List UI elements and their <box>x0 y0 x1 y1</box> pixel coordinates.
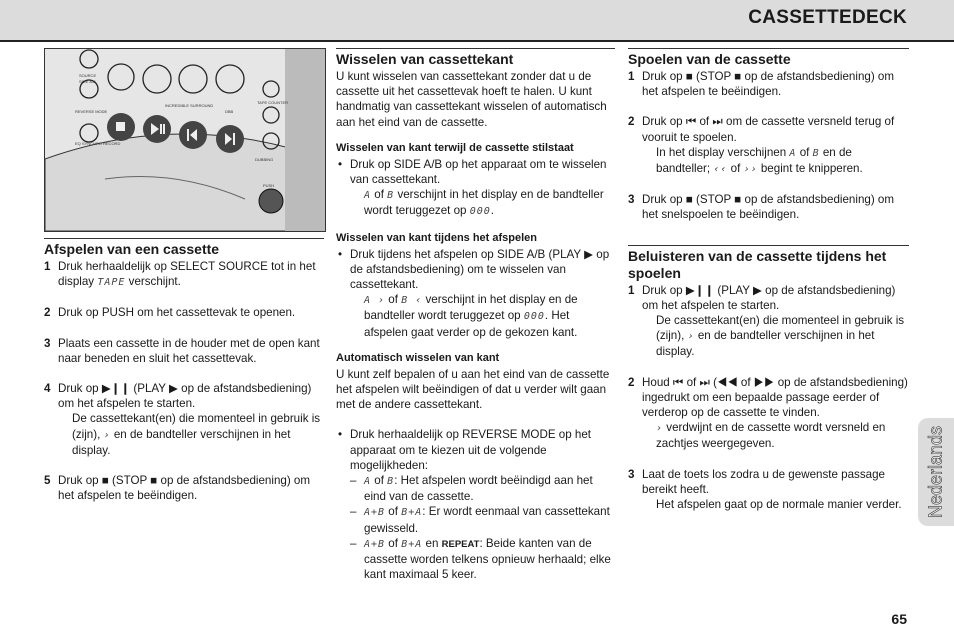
beluisteren-step-2: 2 Houd ⏮ of ⏭ (◀◀ of ▶▶ op de afstandsbediening) ingedrukt om een bepaalde passage eerder of verderop op de cassette te vinden. › verdwijnt en de cassette wordt versneld en zachtjes weergegeven. <box>628 375 908 451</box>
language-label: Nederlands <box>925 425 946 519</box>
subheading-automatisch: Automatisch wisselen van kant <box>336 351 500 364</box>
option-1: – A of B: Het afspelen wordt beëindigd aan het eind van de cassette. <box>350 474 593 504</box>
section-title: CASSETTEDECK <box>748 7 907 28</box>
column-afspelen <box>44 238 324 503</box>
bullet-stilstaat: • Druk op SIDE A/B op het apparaat om te wisselen van cassettekant. <box>338 157 607 187</box>
svg-text:INCREDIBLE SURROUND: INCREDIBLE SURROUND <box>165 103 214 108</box>
bullet-afspelen: • Druk tijdens het afspelen op SIDE A/B (PLAY ▶ op de afstandsbediening) om te wisselen van cassettekant. <box>338 247 610 292</box>
svg-text:EQ SYNCHRO RECORD: EQ SYNCHRO RECORD <box>75 141 121 146</box>
heading-spoelen: Spoelen van de cassette <box>628 51 791 67</box>
note-afspelen: A › of B ‹ verschijnt in het display en de bandteller wordt teruggezet op 000. Het afspelen gaat verder op de gekozen kant. <box>364 293 578 339</box>
note-stilstaat: A of B verschijnt in het display en de bandteller wordt teruggezet op 000. <box>364 188 604 218</box>
beluisteren-step-1: 1 Druk op ▶❙❙ (PLAY ▶ op de afstandsbediening) om het afspelen te starten. De cassettekant(en) die momenteel in gebruik is (zijn), › en de bandteller verschijnen in het display. <box>628 283 905 359</box>
spoelen-step-2: 2 Druk op ⏮ of ⏭ om de cassette versneld terug of vooruit te spoelen. In het display verschijnen A of B en de bandteller; ‹‹ of ›› begint te knipperen. <box>628 115 895 176</box>
heading-afspelen: Afspelen van een cassette <box>44 241 220 257</box>
svg-text:TAPE COUNTER: TAPE COUNTER <box>257 100 289 105</box>
beluisteren-step-3: 3 Laat de toets los zodra u de gewenste passage bereikt heeft. Het afspelen gaat op de normale manier verder. <box>628 467 902 512</box>
svg-text:SIDE A/B: SIDE A/B <box>79 79 96 84</box>
option-3: – A+B of B+A en REPEAT: Beide kanten van de cassette worden telkens opnieuw herhaald; elke kant maximaal 5 keer. <box>350 536 611 582</box>
option-2: – A+B of B+A: Er wordt eenmaal van cassettekant gewisseld. <box>350 505 610 535</box>
svg-text:DUBBING: DUBBING <box>255 157 274 162</box>
language-tab <box>918 418 954 526</box>
step-4: 4 Druk op ▶❙❙ (PLAY ▶ op de afstandsbediening) om het afspelen te starten. De cassettekant(en) die momenteel in gebruik is (zijn), › en de bandteller verschijnen in het display. <box>44 382 321 457</box>
spoelen-step-3: 3 Druk op ■ (STOP ■ op de afstandsbediening) om het snelspoelen te beëindigen. <box>628 193 895 222</box>
column-wisselen: Wisselen van cassettekant U kunt wisselen van cassettekant zonder dat u de cassette uit het cassettevak hoeft te halen. U kunt handmatig van cassettekant wisselen of automatisch aan het eind van de cassette. Wisselen van kant terwijl de cassette stilstaat • Druk op SIDE A/B op het apparaat om te wisselen van cassettekant. A of B verschijnt in het display en de bandteller wordt teruggezet op 000. Wisselen van kant tijdens het afspelen • Druk tijdens het afspelen op SIDE A/B (PLAY ▶ op de afstandsbediening) om te wisselen van cassettekant. A › of B ‹ verschijnt in het display en de bandteller wordt teruggezet op 000. Het afspelen gaat verder op de gekozen kant. Automatisch wisselen van kant U kunt zelf bepalen of u aan het eind van de cassette het afspelen wilt beëindigen of dat u verder wilt gaan met de andere cassettekant. • Druk herhaaldelijk op REVERSE MODE op het apparaat om te kiezen uit de volgende mogelijkheden: – A of B: Het afspelen wordt beëindigd aan het eind van de cassette. – A+B of B+A: Er wordt eenmaal van cassettekant gewisseld. – A+B of B+A en REPEAT: Beide kanten van de cassette worden telkens opnieuw herhaald; elke kant maximaal 5 keer. <box>336 48 615 582</box>
step-1: 1 Druk herhaaldelijk op SELECT SOURCE tot in het display TAPE verschijnt. <box>44 260 316 289</box>
step-3: 3 Plaats een cassette in de houder met de open kant naar beneden en sluit het cassettevak. <box>44 336 320 365</box>
step-5: 5 Druk op ■ (STOP ■ op de afstandsbediening) om het afspelen te beëindigen. <box>44 474 311 503</box>
subheading-afspelen: Wisselen van kant tijdens het afspelen <box>336 231 538 244</box>
bullet-reverse-mode: • Druk herhaaldelijk op REVERSE MODE op het apparaat om te kiezen uit de volgende mogelijkheden: <box>338 428 592 472</box>
heading-beluisteren: Beluisteren van de cassette tijdens het spoelen <box>628 247 887 281</box>
heading-wisselen: Wisselen van cassettekant <box>336 51 514 67</box>
svg-text:PUSH: PUSH <box>263 183 275 188</box>
page-number: 65 <box>891 611 907 627</box>
cassette-deck-drawing <box>45 49 325 231</box>
svg-text:REVERSE MODE: REVERSE MODE <box>75 109 108 114</box>
subheading-stilstaat: Wisselen van kant terwijl de cassette stilstaat <box>336 141 574 154</box>
header-bar <box>0 0 954 42</box>
device-illustration <box>44 48 326 232</box>
column-spoelen <box>628 48 909 512</box>
svg-text:SOURCE: SOURCE <box>79 73 97 78</box>
svg-text:DBB: DBB <box>225 109 234 114</box>
step-2: 2 Druk op PUSH om het cassettevak te openen. <box>44 306 296 320</box>
spoelen-step-1: 1 Druk op ■ (STOP ■ op de afstandsbediening) om het afspelen te beëindigen. <box>628 70 895 99</box>
